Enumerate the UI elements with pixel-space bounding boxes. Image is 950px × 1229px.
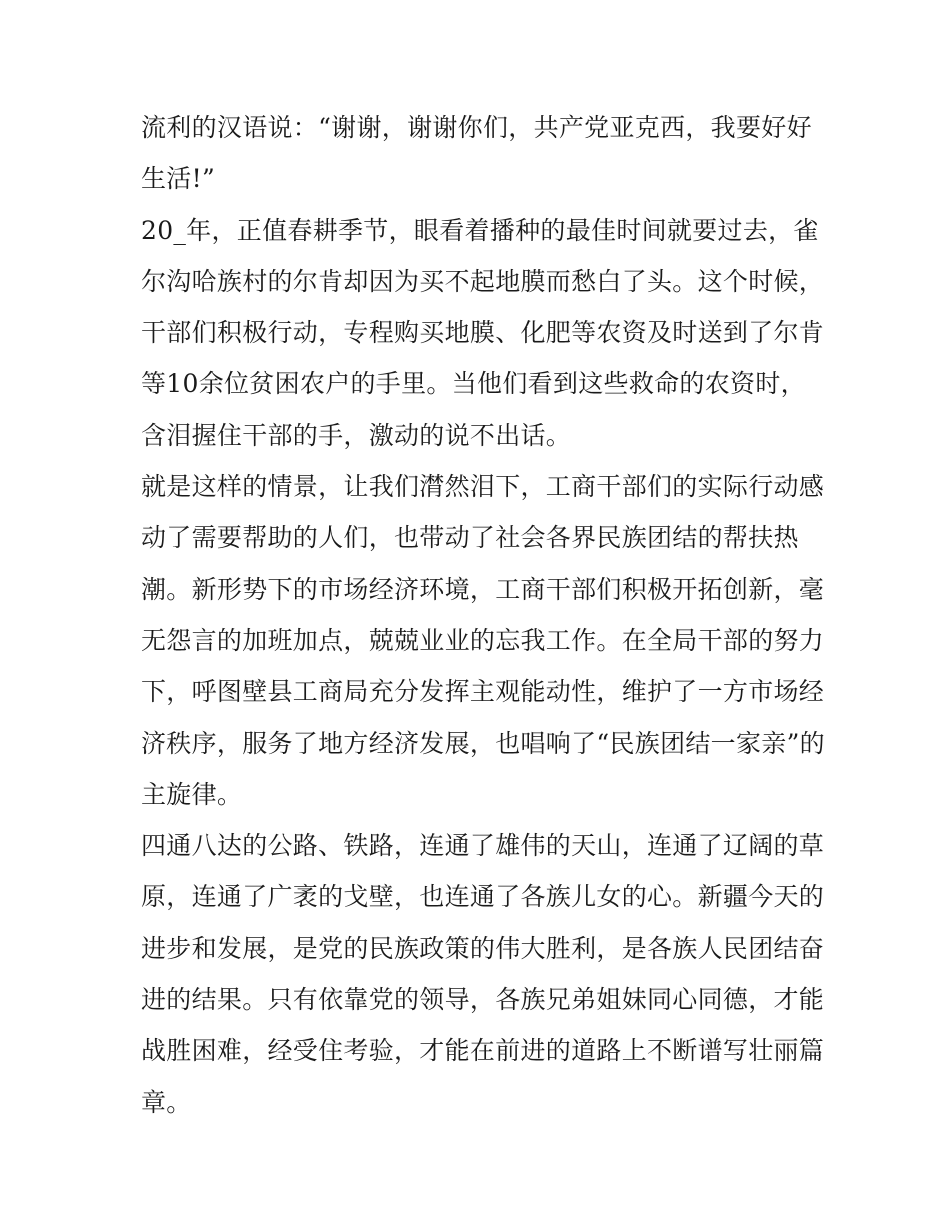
text-line: 生活!” (141, 164, 216, 194)
text-line: 含泪握住干部的手，激动的说不出话。 (141, 420, 572, 450)
text-line: 就是这样的情景，让我们潸然泪下，工商干部们的实际行动感 (141, 472, 825, 502)
text-line: 流利的汉语说：“谢谢，谢谢你们，共产党亚克西，我要好好 (141, 113, 812, 142)
text-line: 济秩序，服务了地方经济发展，也唱响了“民族团结一家亲”的 (141, 728, 825, 758)
text-line: 四通八达的公路、铁路，连通了雄伟的天山，连通了辽阔的草 (141, 831, 825, 861)
text-line: 进步和发展，是党的民族政策的伟大胜利，是各族人民团结奋 (141, 933, 825, 963)
text-line: 20_年，正值春耕季节，眼看着播种的最佳时间就要过去，雀 (141, 215, 819, 245)
text-line: 等10余位贫困农户的手里。当他们看到这些救命的农资时， (141, 369, 806, 399)
document-body (141, 102, 825, 1128)
text-line: 潮。新形势下的市场经济环境，工商干部们积极开拓创新，毫 (141, 574, 825, 604)
text-line: 战胜困难，经受住考验，才能在前进的道路上不断谱写壮丽篇 (141, 1036, 825, 1066)
text-line: 动了需要帮助的人们，也带动了社会各界民族团结的帮扶热 (141, 523, 799, 553)
text-line: 尔沟哈族村的尔肯却因为买不起地膜而愁白了头。这个时候， (141, 266, 825, 296)
text-line: 干部们积极行动，专程购买地膜、化肥等农资及时送到了尔肯 (141, 318, 825, 348)
text-line: 进的结果。只有依靠党的领导，各族兄弟姐妹同心同德，才能 (141, 985, 825, 1015)
text-line: 下，呼图壁县工商局充分发挥主观能动性，维护了一方市场经 (141, 677, 825, 707)
text-line: 原，连通了广袤的戈壁，也连通了各族儿女的心。新疆今天的 (141, 882, 825, 912)
text-line: 无怨言的加班加点，兢兢业业的忘我工作。在全局干部的努力 (141, 625, 825, 655)
text-line: 主旋律。 (141, 779, 243, 809)
text-line: 章。 (141, 1087, 192, 1117)
